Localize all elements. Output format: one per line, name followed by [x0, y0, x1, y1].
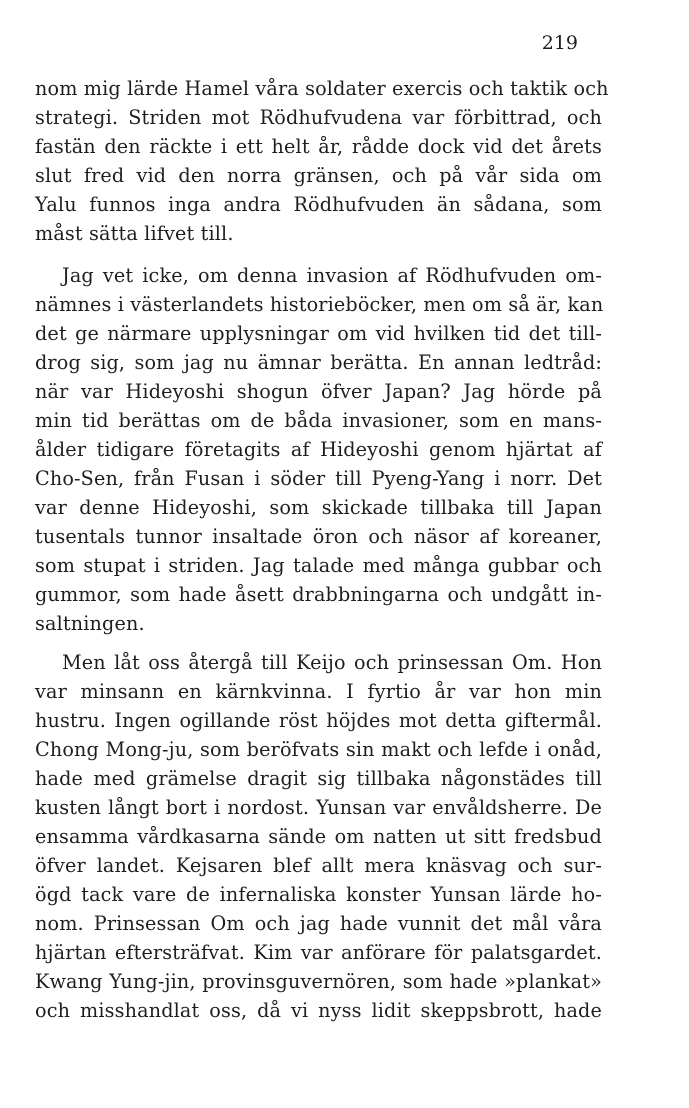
text-line: var denne Hideyoshi, som skickade tillbaka till Japan — [35, 496, 602, 519]
text-line: hade med grämelse dragit sig tillbaka någonstädes till — [35, 767, 602, 790]
text-line: och misshandlat oss, då vi nyss lidit skeppsbrott, hade — [35, 999, 602, 1022]
paragraph-1 — [35, 74, 609, 248]
text-line: det ge närmare upplysningar om vid hvilken tid det till- — [35, 322, 602, 345]
text-line: nämnes i västerlandets historieböcker, men om så är, kan — [35, 293, 604, 316]
text-line: nom. Prinsessan Om och jag hade vunnit det mål våra — [35, 912, 602, 935]
text-line: saltningen. — [35, 612, 145, 635]
text-line: gummor, som hade åsett drabbningarna och undgått in- — [35, 583, 602, 606]
text-line: ögd tack vare de infernaliska konster Yunsan lärde ho- — [35, 883, 602, 906]
text-line: Yalu funnos inga andra Rödhufvuden än sådana, som — [35, 193, 602, 216]
text-line: Cho-Sen, från Fusan i söder till Pyeng-Yang i norr. Det — [35, 467, 602, 490]
text-line: Kwang Yung-jin, provinsguvernören, som hade »plankat» — [35, 970, 602, 993]
text-line: Jag vet icke, om denna invasion af Rödhufvuden om- — [62, 264, 602, 287]
text-line: öfver landet. Kejsaren blef allt mera knäsvag och sur- — [35, 854, 602, 877]
text-line: när var Hideyoshi shogun öfver Japan? Jag hörde på — [35, 380, 602, 403]
page-number: 219 — [541, 32, 578, 54]
text-line: fastän den räckte i ett helt år, rådde dock vid det årets — [35, 135, 602, 158]
text-line: ensamma vårdkasarna sände om natten ut sitt fredsbud — [35, 825, 602, 848]
text-line: min tid berättas om de båda invasioner, som en mans- — [35, 409, 602, 432]
text-line: Men låt oss återgå till Keijo och prinsessan Om. Hon — [62, 651, 602, 674]
paragraph-3 — [35, 648, 602, 1025]
paragraph-2 — [35, 261, 602, 638]
text-line: ålder tidigare företagits af Hideyoshi genom hjärtat af — [35, 438, 602, 461]
text-line: var minsann en kärnkvinna. I fyrtio år var hon min — [35, 680, 602, 703]
text-line: drog sig, som jag nu ämnar berätta. En annan ledtråd: — [35, 351, 602, 374]
text-line: slut fred vid den norra gränsen, och på vår sida om — [35, 164, 602, 187]
text-line: nom mig lärde Hamel våra soldater exercis och taktik och — [35, 77, 609, 100]
text-line: hjärtan eftersträfvat. Kim var anförare för palatsgardet. — [35, 941, 602, 964]
text-line: kusten långt bort i nordost. Yunsan var envåldsherre. De — [35, 796, 602, 819]
text-line: hustru. Ingen ogillande röst höjdes mot detta giftermål. — [35, 709, 602, 732]
text-line: som stupat i striden. Jag talade med många gubbar och — [35, 554, 602, 577]
text-line: tusentals tunnor insaltade öron och näsor af koreaner, — [35, 525, 602, 548]
text-line: Chong Mong-ju, som beröfvats sin makt och lefde i onåd, — [35, 738, 602, 761]
text-line: måst sätta lifvet till. — [35, 222, 234, 245]
text-line: strategi. Striden mot Rödhufvudena var förbittrad, och — [35, 106, 602, 129]
